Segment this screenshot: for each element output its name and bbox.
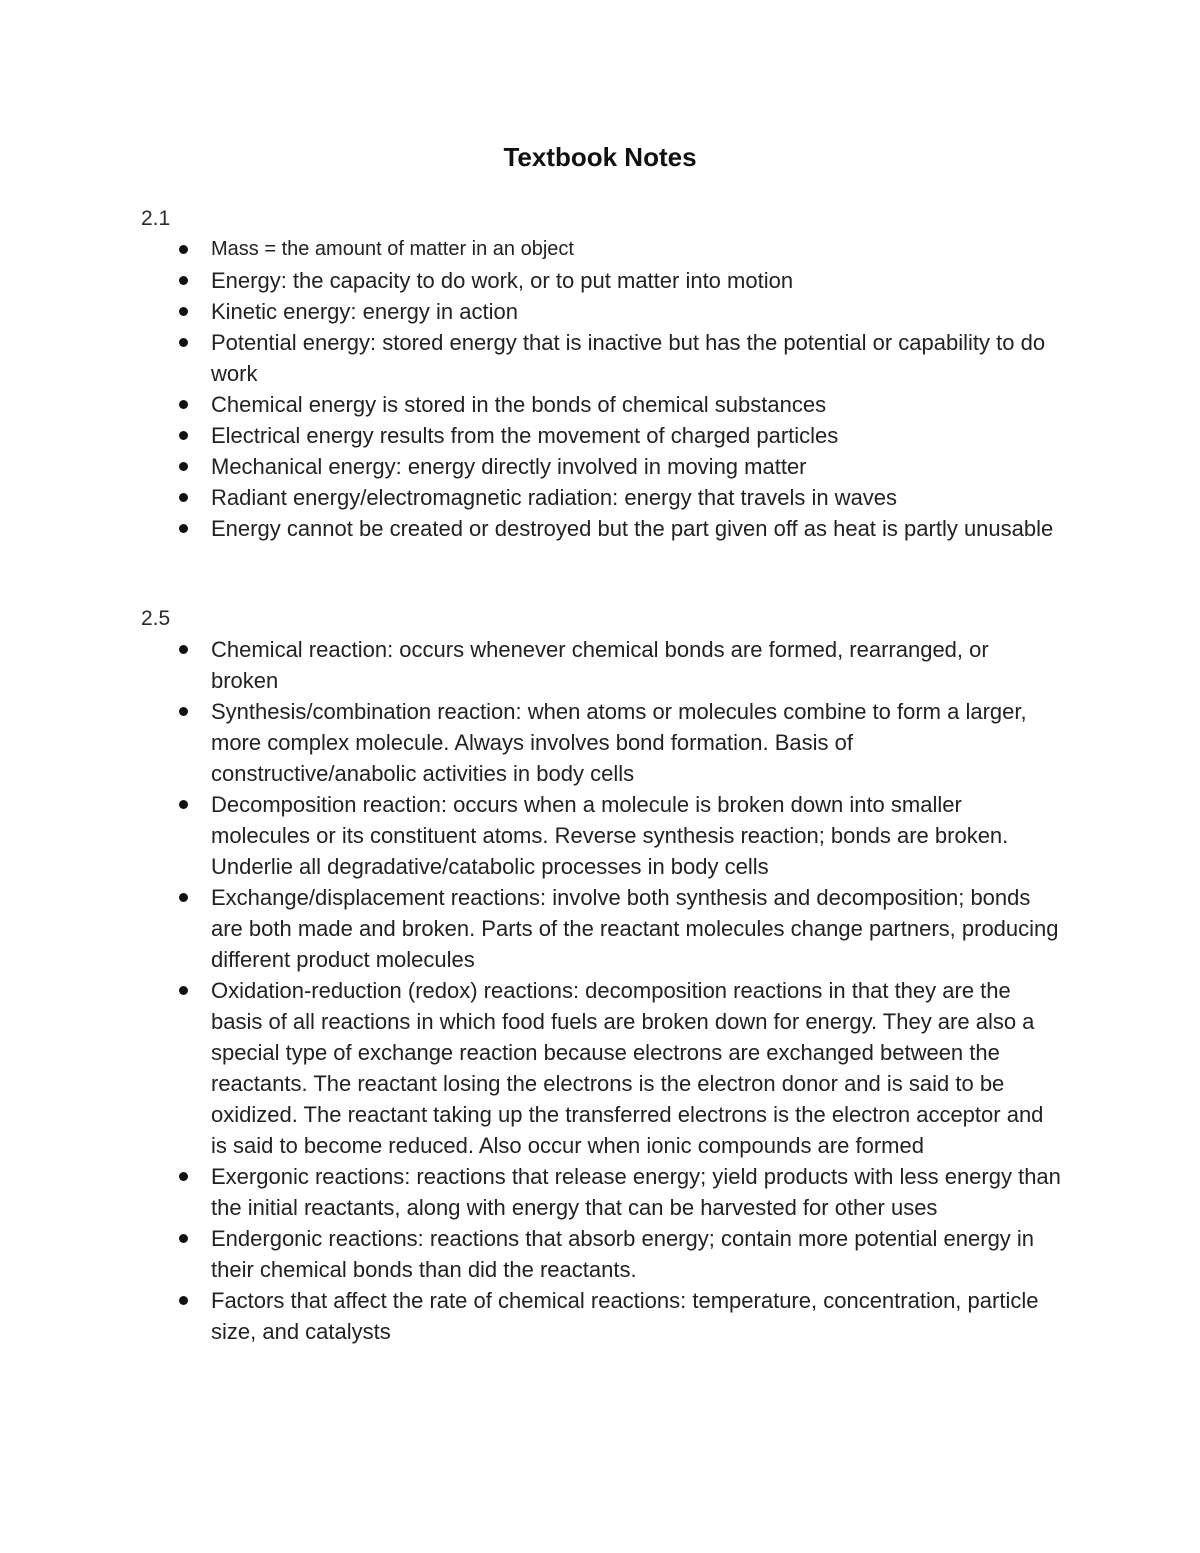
list-item (141, 265, 1061, 296)
bullet-list (141, 234, 1061, 544)
page-title: Textbook Notes (503, 142, 697, 172)
list-item (141, 327, 1061, 389)
list-item (141, 451, 1061, 482)
list-item-text: Radiant energy/electromagnetic radiation: energy that travels in waves (211, 485, 898, 510)
bullet-list (141, 634, 1061, 1347)
list-item-text: Endergonic reactions: reactions that absorb energy; contain more potential energy in their chemical bonds than did the reactants. (211, 1226, 1035, 1282)
bullet-icon (179, 1296, 188, 1305)
list-item (141, 389, 1061, 420)
list-item (141, 975, 1061, 1161)
list-item-text: Synthesis/combination reaction: when atoms or molecules combine to form a larger, more complex molecule. Always involves bond formation. Basis of constructive/anabolic activities in body cells (211, 699, 1027, 786)
bullet-icon (179, 707, 188, 716)
bullet-icon (179, 338, 188, 347)
bullet-icon (179, 462, 188, 471)
list-item-text: Energy cannot be created or destroyed but the part given off as heat is partly unusable (211, 516, 1054, 541)
list-item (141, 1285, 1061, 1347)
list-item (141, 482, 1061, 513)
bullet-icon (179, 245, 188, 254)
list-item-text: Mass = the amount of matter in an object (211, 238, 574, 260)
bullet-icon (179, 276, 188, 285)
list-item-text: Kinetic energy: energy in action (211, 299, 518, 324)
bullet-icon (179, 1234, 188, 1243)
list-item (141, 696, 1061, 789)
list-item-text: Chemical energy is stored in the bonds of chemical substances (211, 392, 827, 417)
bullet-icon (179, 307, 188, 316)
bullet-icon (179, 524, 188, 533)
list-item-text: Chemical reaction: occurs whenever chemical bonds are formed, rearranged, or broken (211, 637, 989, 693)
bullet-icon (179, 986, 188, 995)
list-item (141, 513, 1061, 544)
list-item (141, 296, 1061, 327)
list-item (141, 1223, 1061, 1285)
list-item (141, 789, 1061, 882)
section-heading: 2.5 (141, 607, 171, 630)
section-2-1 (141, 203, 1061, 544)
list-item-text: Decomposition reaction: occurs when a molecule is broken down into smaller molecules or its constituent atoms. Reverse synthesis reaction; bonds are broken. Underlie all degradative/catabolic processes in body cells (211, 792, 1009, 879)
bullet-icon (179, 431, 188, 440)
list-item-text: Electrical energy results from the movement of charged particles (211, 423, 839, 448)
bullet-icon (179, 893, 188, 902)
list-item-text: Exergonic reactions: reactions that release energy; yield products with less energy than the initial reactants, along with energy that can be harvested for other uses (211, 1164, 1061, 1220)
section-2-5 (141, 603, 1061, 1347)
list-item (141, 882, 1061, 975)
list-item-text: Energy: the capacity to do work, or to put matter into motion (211, 268, 794, 293)
list-item (141, 420, 1061, 451)
list-item (141, 634, 1061, 696)
list-item (141, 1161, 1061, 1223)
list-item-text: Factors that affect the rate of chemical reactions: temperature, concentration, particle size, and catalysts (211, 1288, 1039, 1344)
bullet-icon (179, 400, 188, 409)
bullet-icon (179, 645, 188, 654)
bullet-icon (179, 800, 188, 809)
list-item-text: Oxidation-reduction (redox) reactions: decomposition reactions in that they are the basis of all reactions in which food fuels are broken down for energy. They are also a special type of exchange reaction because electrons are exchanged between the reactants. The reactant losing the electrons is the electron donor and is said to be oxidized. The reactant taking up the transferred electrons is the electron acceptor and is said to become reduced. Also occur when ionic compounds are formed (211, 978, 1044, 1158)
section-heading: 2.1 (141, 207, 171, 230)
bullet-icon (179, 493, 188, 502)
list-item-text: Potential energy: stored energy that is inactive but has the potential or capability to do work (211, 330, 1046, 386)
list-item-text: Exchange/displacement reactions: involve both synthesis and decomposition; bonds are both made and broken. Parts of the reactant molecules change partners, producing different product molecules (211, 885, 1059, 972)
bullet-icon (179, 1172, 188, 1181)
list-item (141, 234, 1061, 265)
list-item-text: Mechanical energy: energy directly involved in moving matter (211, 454, 807, 479)
